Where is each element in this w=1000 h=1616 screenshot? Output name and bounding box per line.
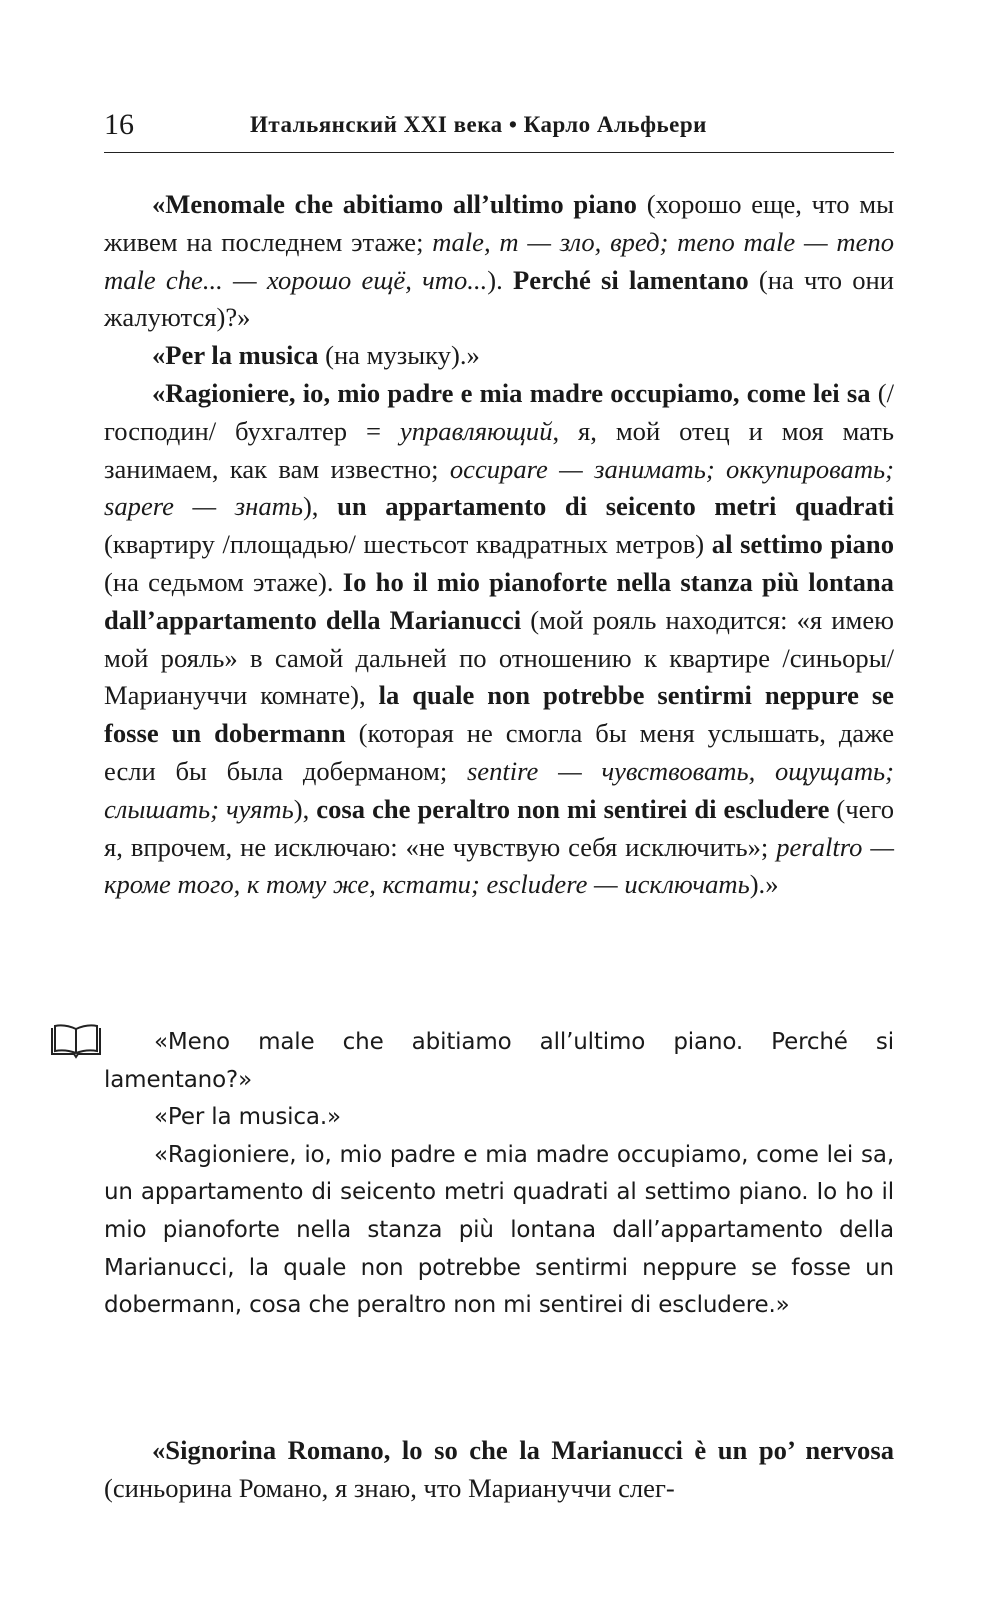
italian-phrase: «Signorina Romano, lo so che la Marianucci è un po’ nervosa bbox=[152, 1435, 894, 1465]
translation-text: ).» bbox=[749, 869, 779, 900]
vocabulary-note: управляющий bbox=[399, 415, 553, 446]
translation-text: (которая не смогла бы меня услышать, даже если бы была доберманом; bbox=[104, 718, 894, 786]
italian-phrase: Perché si lamentano bbox=[513, 264, 749, 295]
translation-text: (на седьмом этаже). bbox=[104, 566, 343, 597]
italian-phrase: al settimo piano bbox=[711, 529, 894, 560]
vocabulary-note: occupare — занимать; оккупировать; sapere — знать bbox=[104, 453, 895, 522]
italian-phrase: «Ragioniere, io, mio padre e mia madre occupiamo, come lei sa bbox=[152, 377, 871, 408]
translation-text: (на музыку).» bbox=[318, 340, 480, 371]
italian-phrase: un appartamento di seicento metri quadrati bbox=[337, 491, 895, 522]
translation-text: ). bbox=[487, 264, 514, 295]
vocabulary-note: sentire — чувствовать, ощущать; слышать; чуять bbox=[104, 755, 894, 824]
original-paragraph: «Meno male che abitiamo all’ultimo piano. Perché si lamentano?» bbox=[104, 1029, 894, 1093]
translation-text: ), bbox=[302, 491, 338, 522]
translation-text: (квартиру /площадью/ шестьсот квадратных метров) bbox=[104, 529, 712, 560]
original-paragraph: «Per la musica.» bbox=[154, 1104, 341, 1131]
running-title: Итальянский XXI века • Карло Альфьери bbox=[250, 112, 707, 137]
annotated-paragraph bbox=[104, 1432, 894, 1508]
translation-text: ), bbox=[293, 793, 317, 824]
original-text-block bbox=[104, 1024, 894, 1325]
annotated-paragraph bbox=[104, 186, 894, 337]
translation-text: (на что они жалуются)?» bbox=[104, 264, 895, 333]
open-book-icon bbox=[48, 1024, 104, 1060]
page-number: 16 bbox=[104, 108, 134, 141]
italian-phrase: «Per la musica bbox=[152, 340, 319, 371]
italian-phrase: cosa che peraltro non mi sentirei di escludere bbox=[316, 793, 830, 824]
annotated-paragraph bbox=[104, 337, 894, 375]
page-header bbox=[104, 108, 894, 153]
translation-text: , я, мой отец и моя мать занимаем, как вам известно; bbox=[104, 415, 894, 484]
italian-phrase: la quale non potrebbe sentirmi neppure se fosse un dobermann bbox=[104, 680, 894, 749]
vocabulary-note: male, m — зло, вред; meno male — meno male che... — хорошо ещё, что... bbox=[104, 226, 895, 295]
translation-text: (мой рояль находится: «я имею мой рояль» в самой дальней по отношению к квартире /синьоры/ Мариануччи комнате), bbox=[104, 604, 894, 711]
translation-text: (чего я, впрочем, не исключаю: «не чувствую себя исключить»; bbox=[104, 793, 894, 862]
original-paragraph: «Ragioniere, io, mio padre e mia madre occupiamo, come lei sa, un appartamento di seicento metri quadrati al settimo piano. Io ho il mio pianoforte nella stanza più lontana dall’appartamento della Marianucci, la quale non potrebbe sentirmi neppure se fosse un dobermann, cosa che peraltro non mi sentirei di escludere.» bbox=[104, 1141, 894, 1319]
annotated-text-block-continuation bbox=[104, 1432, 894, 1508]
translation-text: (синьорина Романо, я знаю, что Мариануччи слег- bbox=[104, 1472, 675, 1503]
italian-phrase: «Menomale che abitiamo all’ultimo piano bbox=[152, 189, 637, 219]
translation-text: (/господин/ бухгалтер = bbox=[104, 377, 894, 446]
translation-text: (хорошо еще, что мы живем на последнем этаже; bbox=[104, 189, 894, 257]
italian-phrase: Io ho il mio pianoforte nella stanza più lontana dall’appartamento della Marianucci bbox=[104, 566, 894, 635]
annotated-text-block bbox=[104, 186, 894, 904]
vocabulary-note: peraltro — кроме того, к тому же, кстати; escludere — исключать bbox=[104, 831, 895, 900]
annotated-paragraph bbox=[104, 375, 894, 904]
